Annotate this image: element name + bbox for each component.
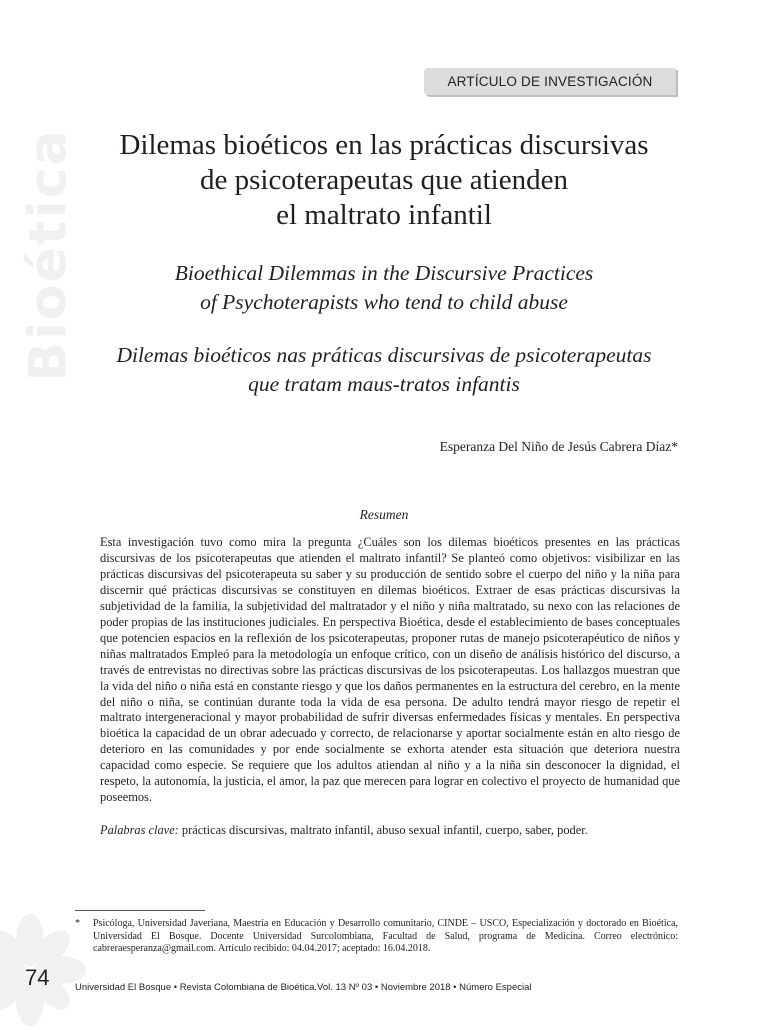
section-label <box>424 68 676 95</box>
portuguese-title-line: Dilemas bioéticos nas práticas discursivas de psicoterapeutas <box>116 343 652 367</box>
page-number: 74 <box>25 965 50 990</box>
english-title-line: Bioethical Dilemmas in the Discursive Practices <box>174 261 594 285</box>
english-title <box>60 259 708 317</box>
author-name: Esperanza Del Niño de Jesús Cabrera Díaz* <box>439 439 678 454</box>
portuguese-title-line: que tratam maus-tratos infantis <box>248 372 520 396</box>
title-line: Dilemas bioéticos en las prácticas discursivas <box>119 129 649 161</box>
keywords-label: Palabras clave: <box>100 823 179 837</box>
abstract-heading: Resumen <box>359 507 409 522</box>
running-footer: Universidad El Bosque • Revista Colombiana de Bioética.Vol. 13 Nº 03 • Noviembre 2018 • Número Especial <box>75 982 532 993</box>
title-line: el maltrato infantil <box>276 199 492 231</box>
footnote-divider <box>75 910 205 911</box>
abstract-body: Esta investigación tuvo como mira la pregunta ¿Cuáles son los dilemas bioéticos presentes en las prácticas discursivas de los psicoterapeutas que atienden el maltrato infantil? Se planteó como objetivos: visibilizar en las prácticas discursivas del psicoterapeuta su saber y su producción de sentido sobre el cuerpo del niño y la niña para discernir qué prácticas discursivas se constituyen en dilemas bioéticos. Extraer de esas prácticas discursivas la subjetividad de la familia, la subjetividad del maltratador y el niño y niña maltratado, su nexo con las relaciones de poder propias de las instituciones judiciales. En perspectiva Bioética, desde el establecimiento de bases conceptuales que potencien espacios en la reflexión de los psicoterapeutas, proponer rutas de manejo psicoterapéutico de niños y niñas maltratados Empleó para la metodología un enfoque crítico, con un diseño de análisis histórico del discurso, a través de entrevistas no directivas sobre las prácticas discursivas de los psicoterapeutas. Los hallazgos muestran que la vida del niño o niña está en constante riesgo y que los daños permanentes en la estructura del cerebro, en la mente del niño o niña, se continúan durante toda la vida de esa persona. De adulto tendrá mayor riesgo de repetir el maltrato intergeneracional y mayor probabilidad de sufrir diversas enfermedades físicas y mentales. En perspectiva bioética la capacidad de un obrar adecuado y correcto, de relacionarse y aportar socialmente están en alto riesgo de deterioro en las comunidades y por ende socialmente se exhorta atender esta situación que deteriora nuestra capacidad como especie. Se requiere que los adultos atiendan al niño y a la niña sin desconocer la dignidad, el respeto, la autonomía, la justicia, el amor, la paz que merecen para lograr en colectivo el proyecto de humanidad que poseemos. <box>100 535 680 805</box>
side-watermark-text: Bioética <box>18 128 79 382</box>
english-title-line: of Psychoterapists who tend to child abuse <box>200 290 568 314</box>
footnote <box>75 918 678 956</box>
portuguese-title <box>60 341 708 399</box>
title-line: de psicoterapeutas que atienden <box>200 164 568 196</box>
article-title <box>60 128 708 233</box>
keywords <box>100 823 680 838</box>
footnote-mark: * <box>75 918 80 929</box>
section-label-text: ARTÍCULO DE INVESTIGACIÓN <box>447 74 653 89</box>
footnote-text: Psicóloga, Universidad Javeriana, Maestría en Educación y Desarrollo comunitario, CINDE – USCO, Especialización y doctorado en Bioética, Universidad El Bosque. Docente Universidad Surcolombiana, Facultad de Salud, programa de Medicina. Correo electrónico: cabreraesperanza@gmail.com. Artículo recibido: 04.04.2017; aceptado: 16.04.2018. <box>93 918 678 954</box>
keywords-text: prácticas discursivas, maltrato infantil, abuso sexual infantil, cuerpo, saber, poder. <box>178 823 588 837</box>
